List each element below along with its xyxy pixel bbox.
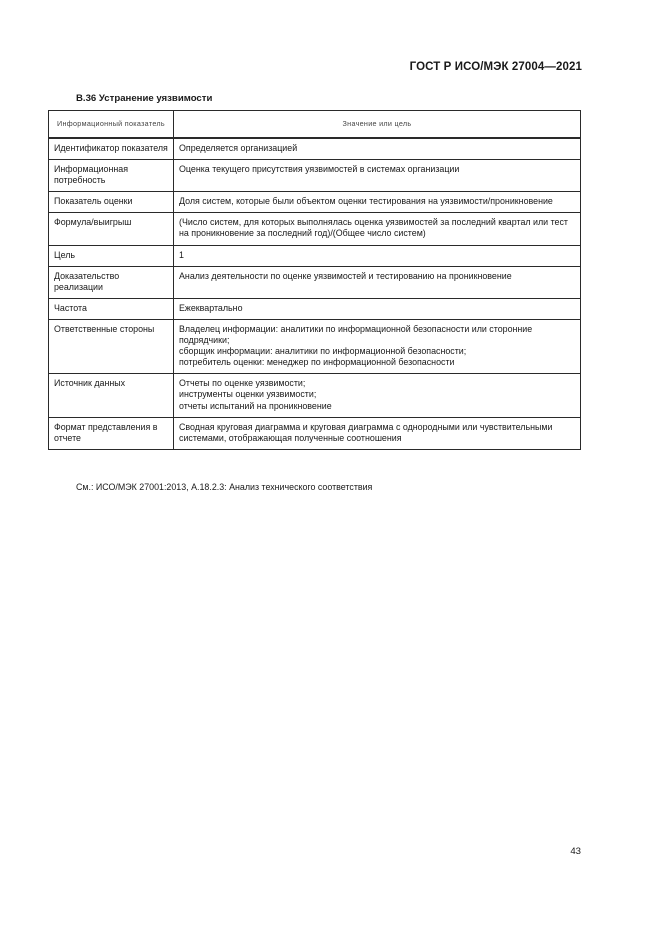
row-value: 1: [174, 245, 581, 266]
column-header-indicator: Информационный показатель: [49, 111, 174, 139]
table-row: [49, 417, 581, 449]
table-row: [49, 192, 581, 213]
row-label: Источник данных: [49, 374, 174, 417]
value-line: Отчеты по оценке уязвимости;: [179, 378, 306, 389]
table-row: [49, 266, 581, 298]
value-line: Владелец информации: аналитики по информационной безопасности или сторонние подрядчики;: [179, 323, 533, 346]
row-value: Определяется организацией: [174, 138, 581, 160]
row-label: Ответственные стороны: [49, 319, 174, 373]
table-row: [49, 160, 581, 192]
row-value: Сводная круговая диаграмма и круговая диаграмма с однородными или чувствительными системами, отображающая полученные соотношения: [174, 417, 581, 449]
table-row: [49, 213, 581, 245]
row-value: Ежеквартально: [174, 298, 581, 319]
table-header-row: [49, 111, 581, 139]
page-number: 43: [570, 846, 581, 857]
row-value: Оценка текущего присутствия уязвимостей в системах организации: [174, 160, 581, 192]
section-title: В.36 Устранение уязвимости: [76, 93, 213, 104]
table-row: [49, 374, 581, 417]
table-row: [49, 319, 581, 373]
row-value: Анализ деятельности по оценке уязвимостей и тестированию на проникновение: [174, 266, 581, 298]
table-row: [49, 298, 581, 319]
row-value: [174, 319, 581, 373]
value-line: инструменты оценки уязвимости;: [179, 389, 317, 400]
document-header: ГОСТ Р ИСО/МЭК 27004—2021: [409, 61, 582, 73]
row-label: Частота: [49, 298, 174, 319]
row-label: Доказательство реализации: [49, 266, 174, 298]
row-label: Формула/выигрыш: [49, 213, 174, 245]
row-value: (Число систем, для которых выполнялась оценка уязвимостей за последний квартал или тест на проникновение за последний год)/(Общее число систем): [174, 213, 581, 245]
row-value: Доля систем, которые были объектом оценки тестирования на уязвимости/проникновение: [174, 192, 581, 213]
row-label: Цель: [49, 245, 174, 266]
row-value: [174, 374, 581, 417]
row-label: Формат представления в отчете: [49, 417, 174, 449]
value-line: потребитель оценки: менеджер по информационной безопасности: [179, 357, 455, 368]
table-row: [49, 138, 581, 160]
reference-footnote: См.: ИСО/МЭК 27001:2013, A.18.2.3: Анализ технического соответствия: [76, 482, 373, 492]
table-row: [49, 245, 581, 266]
indicator-table: [48, 110, 581, 450]
value-line: отчеты испытаний на проникновение: [179, 400, 332, 411]
value-line: сборщик информации: аналитики по информационной безопасности;: [179, 346, 467, 357]
column-header-value: Значение или цель: [174, 111, 581, 139]
row-label: Идентификатор показателя: [49, 138, 174, 160]
row-label: Показатель оценки: [49, 192, 174, 213]
row-label: Информационная потребность: [49, 160, 174, 192]
